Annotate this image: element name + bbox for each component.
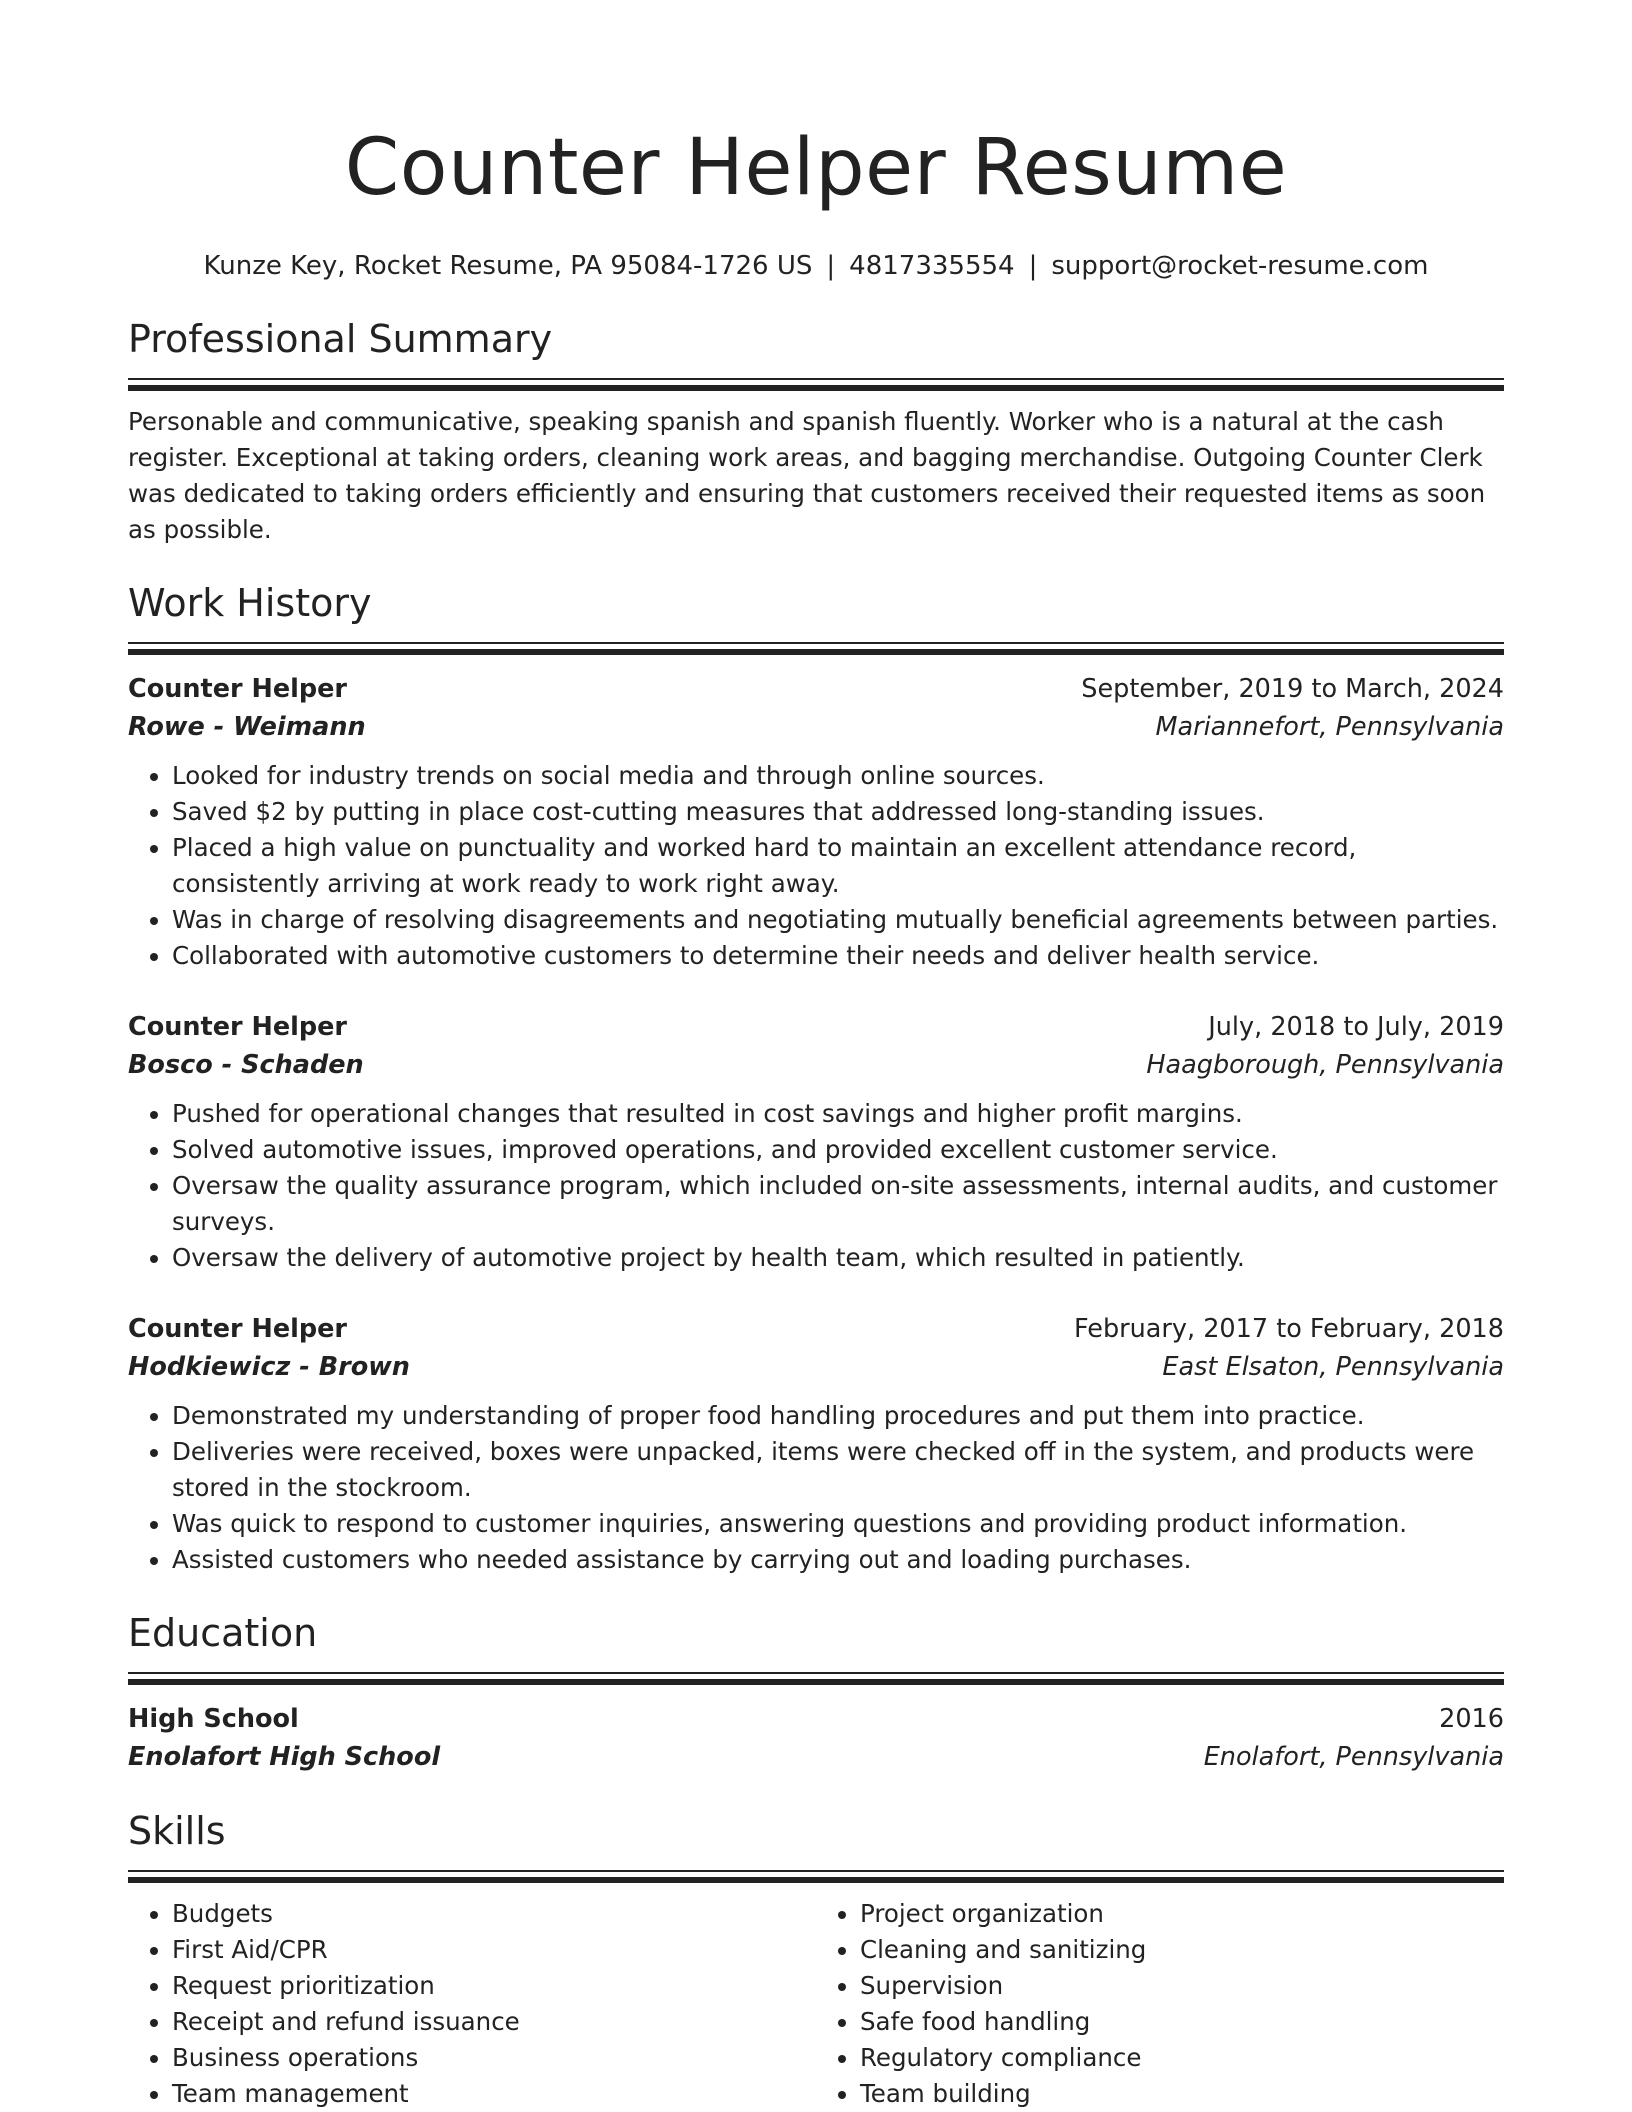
- job-dates: July, 2018 to July, 2019: [1208, 1012, 1504, 1042]
- section-heading-summary: Professional Summary: [128, 317, 553, 361]
- education-subheader: [128, 1738, 1504, 1776]
- skills-list-left: [128, 1896, 816, 2112]
- skill-item: • Team building: [860, 2076, 1504, 2112]
- resume-title: Counter Helper Resume: [344, 123, 1288, 213]
- job-location: Mariannefort, Pennsylvania: [1155, 712, 1504, 742]
- section-heading-work-history: Work History: [128, 581, 372, 625]
- job-company: Hodkiewicz - Brown: [128, 1352, 410, 1382]
- work-history-section: [128, 578, 1504, 1578]
- job-bullets: [128, 1398, 1504, 1578]
- job-bullet: • Demonstrated my understanding of proper food handling procedures and put them into practice.: [172, 1398, 1504, 1434]
- skill-item: • Project organization: [860, 1896, 1504, 1932]
- job-bullet: • Placed a high value on punctuality and worked hard to maintain an excellent attendance record, consistently arriving at work ready to work right away.: [172, 830, 1504, 902]
- education-school: Enolafort High School: [128, 1742, 441, 1772]
- job-bullet: • Was in charge of resolving disagreements and negotiating mutually beneficial agreements between parties.: [172, 902, 1504, 938]
- education-section: [128, 1608, 1504, 1776]
- section-heading-skills: Skills: [128, 1809, 226, 1853]
- skill-item: • Cleaning and sanitizing: [860, 1932, 1504, 1968]
- education-year: 2016: [1439, 1704, 1504, 1734]
- skill-item: • Budgets: [172, 1896, 816, 1932]
- skill-item: • Team management: [172, 2076, 816, 2112]
- skills-section: [128, 1806, 1504, 2112]
- skill-item: • Request prioritization: [172, 1968, 816, 2004]
- education-entry: [128, 1700, 1504, 1776]
- job-bullet: • Collaborated with automotive customers to determine their needs and deliver health service.: [172, 938, 1504, 974]
- job-dates: September, 2019 to March, 2024: [1081, 674, 1504, 704]
- skill-item: • Safe food handling: [860, 2004, 1504, 2040]
- section-heading-education: Education: [128, 1611, 318, 1655]
- skills-list-right: [816, 1896, 1504, 2112]
- job-company: Rowe - Weimann: [128, 712, 366, 742]
- section-divider: [128, 378, 1504, 390]
- section-divider: [128, 1672, 1504, 1684]
- job-dates: February, 2017 to February, 2018: [1073, 1314, 1504, 1344]
- section-divider: [128, 642, 1504, 654]
- contact-phone: 4817335554: [849, 251, 1015, 281]
- contact-email: support@rocket-resume.com: [1051, 251, 1429, 281]
- skill-item: • Regulatory compliance: [860, 2040, 1504, 2076]
- job-location: Haagborough, Pennsylvania: [1146, 1050, 1504, 1080]
- skill-item: • Receipt and refund issuance: [172, 2004, 816, 2040]
- skills-columns: [128, 1896, 1504, 2112]
- job-subheader: [128, 1046, 1504, 1084]
- job-entry: [128, 1310, 1504, 1578]
- job-header: [128, 670, 1504, 708]
- job-title: Counter Helper: [128, 1314, 347, 1344]
- job-bullet: • Looked for industry trends on social media and through online sources.: [172, 758, 1504, 794]
- job-subheader: [128, 1348, 1504, 1386]
- job-header: [128, 1310, 1504, 1348]
- job-subheader: [128, 708, 1504, 746]
- job-title: Counter Helper: [128, 674, 347, 704]
- job-entry: [128, 670, 1504, 974]
- job-location: East Elsaton, Pennsylvania: [1162, 1352, 1504, 1382]
- job-bullet: • Pushed for operational changes that resulted in cost savings and higher profit margins.: [172, 1096, 1504, 1132]
- job-bullets: [128, 758, 1504, 974]
- job-bullets: [128, 1096, 1504, 1276]
- job-company: Bosco - Schaden: [128, 1050, 364, 1080]
- job-bullet: • Oversaw the delivery of automotive project by health team, which resulted in patiently.: [172, 1240, 1504, 1276]
- job-bullet: • Was quick to respond to customer inquiries, answering questions and providing product information.: [172, 1506, 1504, 1542]
- skill-item: • First Aid/CPR: [172, 1932, 816, 1968]
- contact-separator: |: [826, 251, 836, 281]
- job-bullet: • Assisted customers who needed assistance by carrying out and loading purchases.: [172, 1542, 1504, 1578]
- job-header: [128, 1008, 1504, 1046]
- job-bullet: • Deliveries were received, boxes were unpacked, items were checked off in the system, and products were stored in the stockroom.: [172, 1434, 1504, 1506]
- job-entry: [128, 1008, 1504, 1276]
- contact-address: Kunze Key, Rocket Resume, PA 95084-1726 US: [203, 251, 813, 281]
- summary-text: Personable and communicative, speaking spanish and spanish fluently. Worker who is a natural at the cash register. Exceptional at taking orders, cleaning work areas, and bagging merchandise. Outgoing Counter Clerk was dedicated to taking orders efficiently and ensuring that customers received their requested items as soon as possible.: [128, 407, 1486, 544]
- job-title: Counter Helper: [128, 1012, 347, 1042]
- job-bullet: • Oversaw the quality assurance program, which included on-site assessments, internal audits, and customer surveys.: [172, 1168, 1504, 1240]
- summary-section: [128, 314, 1504, 548]
- skill-item: • Business operations: [172, 2040, 816, 2076]
- section-divider: [128, 1870, 1504, 1882]
- education-header: [128, 1700, 1504, 1738]
- job-bullet: • Solved automotive issues, improved operations, and provided excellent customer service.: [172, 1132, 1504, 1168]
- education-location: Enolafort, Pennsylvania: [1203, 1742, 1504, 1772]
- contact-line: [128, 248, 1504, 284]
- education-degree: High School: [128, 1704, 299, 1734]
- skill-item: • Supervision: [860, 1968, 1504, 2004]
- job-bullet: • Saved $2 by putting in place cost-cutting measures that addressed long-standing issues.: [172, 794, 1504, 830]
- contact-separator: |: [1028, 251, 1038, 281]
